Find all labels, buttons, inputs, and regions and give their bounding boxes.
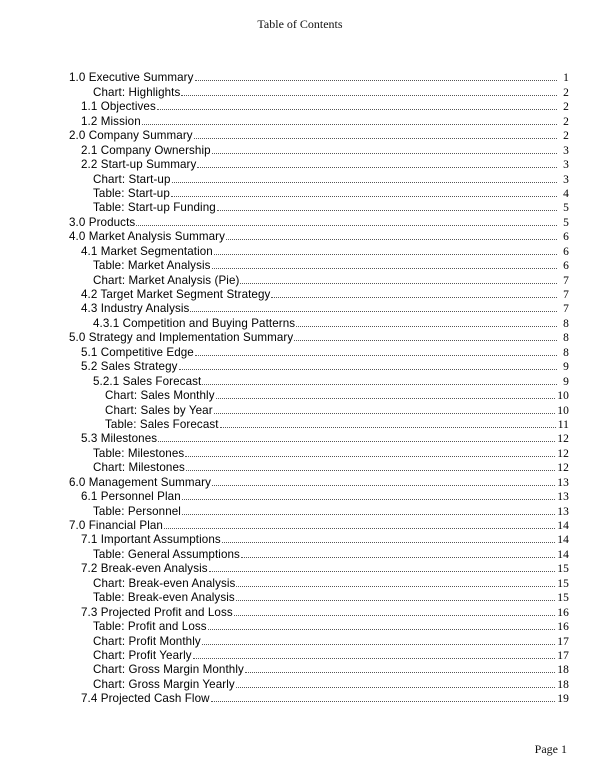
toc-entry-page: 19 — [557, 693, 569, 706]
toc-entry-page: 1 — [563, 72, 569, 85]
toc-entry-page: 14 — [557, 520, 569, 532]
dot-leader — [294, 339, 557, 341]
toc-entry[interactable] — [69, 633, 569, 647]
toc-entry-label: Chart: Sales Monthly — [105, 389, 215, 403]
toc-entry[interactable] — [69, 301, 569, 315]
toc-entry-label: Chart: Sales by Year — [105, 403, 213, 417]
toc-entry-label: Table: Start-up Funding — [93, 201, 216, 215]
toc-entry-page: 15 — [557, 563, 569, 576]
dot-leader — [193, 657, 556, 659]
dot-leader — [182, 498, 556, 500]
toc-entry-label: Chart: Market Analysis (Pie) — [93, 273, 240, 287]
toc-entry[interactable] — [69, 373, 569, 387]
toc-entry-page: 3 — [563, 144, 569, 157]
toc-entry[interactable] — [69, 604, 569, 618]
toc-entry-page: 14 — [557, 534, 569, 547]
toc-entry-label: 4.1 Market Segmentation — [81, 244, 213, 258]
dot-leader — [211, 700, 556, 702]
toc-entry-label: 7.0 Financial Plan — [69, 519, 163, 532]
toc-entry[interactable] — [69, 315, 569, 329]
dot-leader — [158, 440, 555, 442]
toc-entry-page: 10 — [557, 390, 569, 403]
toc-entry-page: 12 — [557, 447, 569, 460]
dot-leader — [216, 397, 556, 399]
toc-entry[interactable] — [69, 417, 569, 431]
toc-entry[interactable] — [69, 691, 569, 705]
dot-leader — [208, 628, 556, 630]
toc-entry-label: 2.1 Company Ownership — [81, 143, 211, 157]
toc-entry-label: Chart: Gross Margin Monthly — [93, 663, 244, 677]
dot-leader — [171, 195, 557, 197]
toc-entry-label: Table: Break-even Analysis — [93, 591, 235, 605]
dot-leader — [212, 484, 555, 486]
dot-leader — [197, 166, 557, 168]
dot-leader — [222, 541, 556, 543]
dot-leader — [194, 137, 557, 139]
dot-leader — [241, 556, 555, 558]
toc-entry[interactable] — [69, 402, 569, 416]
toc-entry-page: 2 — [563, 101, 569, 114]
dot-leader — [212, 267, 557, 269]
toc-entry[interactable] — [69, 388, 569, 402]
toc-entry[interactable] — [69, 662, 569, 676]
toc-entry-label: 5.0 Strategy and Implementation Summary — [69, 331, 294, 345]
dot-leader — [182, 513, 555, 515]
toc-entry-label: 7.4 Projected Cash Flow — [81, 692, 210, 706]
toc-entry-label: 5.3 Milestones — [81, 432, 158, 446]
dot-leader — [271, 296, 557, 298]
dot-leader — [195, 354, 557, 356]
toc-entry[interactable] — [69, 157, 569, 171]
toc-entry-page: 6 — [563, 245, 569, 258]
toc-entry-label: 5.2 Sales Strategy — [81, 360, 178, 374]
dot-leader — [296, 325, 557, 327]
toc-entry-page: 8 — [563, 332, 569, 345]
toc-entry[interactable] — [69, 84, 569, 98]
toc-entry-page: 5 — [563, 216, 569, 229]
toc-entry[interactable] — [69, 474, 569, 488]
toc-entry-label: Chart: Milestones — [93, 461, 185, 475]
toc-entry-page: 3 — [563, 159, 569, 172]
toc-entry-page: 16 — [557, 606, 569, 619]
toc-entry-label: 7.2 Break-even Analysis — [81, 562, 208, 576]
toc-entry-page: 2 — [563, 86, 569, 99]
toc-entry-page: 15 — [557, 577, 569, 590]
toc-entry-label: Chart: Profit Monthly — [93, 634, 201, 648]
page-title: Table of Contents — [257, 17, 343, 31]
toc-entry-label: 1.1 Objectives — [81, 100, 156, 114]
toc-entry[interactable] — [69, 518, 569, 532]
toc-entry-label: 4.0 Market Analysis Summary — [69, 230, 226, 244]
toc-entry-label: 1.2 Mission — [81, 114, 141, 128]
toc-entry-page: 13 — [557, 505, 569, 518]
toc-entry-label: Table: Personnel — [93, 504, 181, 518]
toc-entry[interactable] — [69, 503, 569, 517]
toc-entry[interactable] — [69, 431, 569, 445]
toc-entry-label: Table: Start-up — [93, 186, 170, 200]
dot-leader — [220, 426, 556, 428]
toc-entry-page: 12 — [557, 433, 569, 446]
toc-entry[interactable] — [69, 258, 569, 272]
toc-entry[interactable] — [69, 243, 569, 257]
toc-entry-label: Table: Profit and Loss — [93, 620, 207, 634]
toc-entry-page: 10 — [557, 404, 569, 417]
toc-entry-page: 6 — [563, 260, 569, 273]
toc-entry-label: 4.2 Target Market Segment Strategy — [81, 288, 271, 301]
toc-entry-label: 2.2 Start-up Summary — [81, 158, 197, 172]
toc-entry[interactable] — [69, 287, 569, 301]
dot-leader — [157, 108, 557, 110]
toc-entry[interactable] — [69, 590, 569, 604]
toc-entry-label: Table: Milestones — [93, 446, 185, 460]
toc-entry-page: 11 — [557, 418, 569, 431]
dot-leader — [217, 209, 557, 211]
dot-leader — [172, 181, 557, 183]
dot-leader — [164, 527, 555, 529]
dot-leader — [240, 282, 557, 284]
toc-entry-label: 4.3 Industry Analysis — [81, 302, 190, 316]
toc-entry[interactable] — [69, 359, 569, 373]
dot-leader — [195, 79, 557, 81]
toc-entry-page: 5 — [563, 202, 569, 215]
toc-entry-label: 3.0 Products — [69, 215, 136, 229]
toc-entry-page: 7 — [563, 303, 569, 316]
toc-entry-label: Table: Sales Forecast — [105, 417, 219, 431]
dot-leader — [214, 253, 557, 255]
toc-entry[interactable] — [69, 70, 569, 84]
toc-entry-page: 14 — [557, 548, 569, 561]
toc-entry-page: 12 — [557, 462, 569, 475]
dot-leader — [190, 310, 557, 312]
dot-leader — [226, 238, 557, 240]
toc-entry[interactable] — [69, 561, 569, 575]
dot-leader — [202, 643, 556, 645]
toc-entry[interactable] — [69, 648, 569, 662]
toc-entry-page: 7 — [563, 289, 569, 301]
toc-entry[interactable] — [69, 142, 569, 156]
toc-entry-label: Table: General Assumptions — [93, 547, 240, 561]
toc-entry-label: Chart: Start-up — [93, 172, 171, 186]
toc-entry-page: 18 — [557, 664, 569, 677]
toc-entry-page: 4 — [563, 187, 569, 200]
toc-entry[interactable] — [69, 214, 569, 228]
toc-entry[interactable] — [69, 128, 569, 142]
dot-leader — [202, 383, 557, 385]
toc-entry-page: 6 — [563, 231, 569, 244]
toc-entry-page: 17 — [557, 635, 569, 648]
dot-leader — [186, 469, 555, 471]
dot-leader — [179, 368, 557, 370]
dot-leader — [245, 671, 555, 673]
toc-entry-label: 6.1 Personnel Plan — [81, 490, 181, 504]
toc-entry[interactable] — [69, 113, 569, 127]
toc-entry[interactable] — [69, 272, 569, 286]
toc-entry[interactable] — [69, 532, 569, 546]
toc-entry[interactable] — [69, 171, 569, 185]
toc-entry[interactable] — [69, 575, 569, 589]
toc-entry-label: 7.3 Projected Profit and Loss — [81, 605, 233, 619]
dot-leader — [185, 455, 555, 457]
dot-leader — [214, 412, 556, 414]
toc-entry[interactable] — [69, 445, 569, 459]
toc-entry-label: Chart: Highlights — [93, 85, 181, 99]
toc-entry[interactable] — [69, 460, 569, 474]
toc-entry-page: 16 — [557, 621, 569, 634]
toc-entry-page: 9 — [563, 361, 569, 374]
toc-entry-label: 7.1 Important Assumptions — [81, 533, 221, 547]
toc-entry[interactable] — [69, 489, 569, 503]
toc-entry-page: 2 — [563, 115, 569, 128]
toc-entry-page: 18 — [557, 678, 569, 691]
toc-entry-label: Table: Market Analysis — [93, 259, 211, 273]
toc-entry-label: 4.3.1 Competition and Buying Patterns — [93, 316, 296, 330]
toc-entry[interactable] — [69, 676, 569, 690]
dot-leader — [236, 599, 555, 601]
toc-entry-page: 2 — [563, 130, 569, 143]
toc-entry-label: Chart: Gross Margin Yearly — [93, 677, 235, 691]
toc-entry-page: 17 — [557, 649, 569, 662]
toc-entry-page: 7 — [563, 274, 569, 287]
toc-entry-page: 13 — [557, 491, 569, 504]
dot-leader — [236, 585, 555, 587]
toc-entry[interactable] — [69, 330, 569, 344]
toc-entry-label: 6.0 Management Summary — [69, 475, 212, 489]
toc-entry-label: 5.1 Competitive Edge — [81, 345, 194, 359]
toc-entry-page: 9 — [563, 375, 569, 388]
toc-entry[interactable] — [69, 344, 569, 358]
toc-entry-page: 8 — [563, 317, 569, 330]
dot-leader — [181, 94, 557, 96]
toc-entry[interactable] — [69, 99, 569, 113]
toc-entry[interactable] — [69, 229, 569, 243]
toc-entry-label: Chart: Profit Yearly — [93, 648, 192, 662]
toc-entry[interactable] — [69, 200, 569, 214]
table-of-contents — [69, 70, 569, 705]
toc-entry-page: 3 — [563, 173, 569, 186]
toc-entry[interactable] — [69, 619, 569, 633]
dot-leader — [209, 570, 556, 572]
dot-leader — [234, 614, 556, 616]
toc-entry[interactable] — [69, 186, 569, 200]
dot-leader — [142, 123, 557, 125]
page-number: Page 1 — [534, 742, 567, 756]
toc-entry-label: 1.0 Executive Summary — [69, 71, 194, 85]
toc-entry-label: Chart: Break-even Analysis — [93, 576, 236, 590]
toc-entry-page: 15 — [557, 592, 569, 605]
dot-leader — [136, 224, 557, 226]
toc-entry-label: 2.0 Company Summary — [69, 129, 193, 143]
dot-leader — [212, 152, 557, 154]
toc-entry-page: 8 — [563, 346, 569, 359]
dot-leader — [236, 686, 556, 688]
toc-entry-label: 5.2.1 Sales Forecast — [93, 374, 202, 388]
toc-entry[interactable] — [69, 546, 569, 560]
toc-entry-page: 13 — [557, 476, 569, 489]
